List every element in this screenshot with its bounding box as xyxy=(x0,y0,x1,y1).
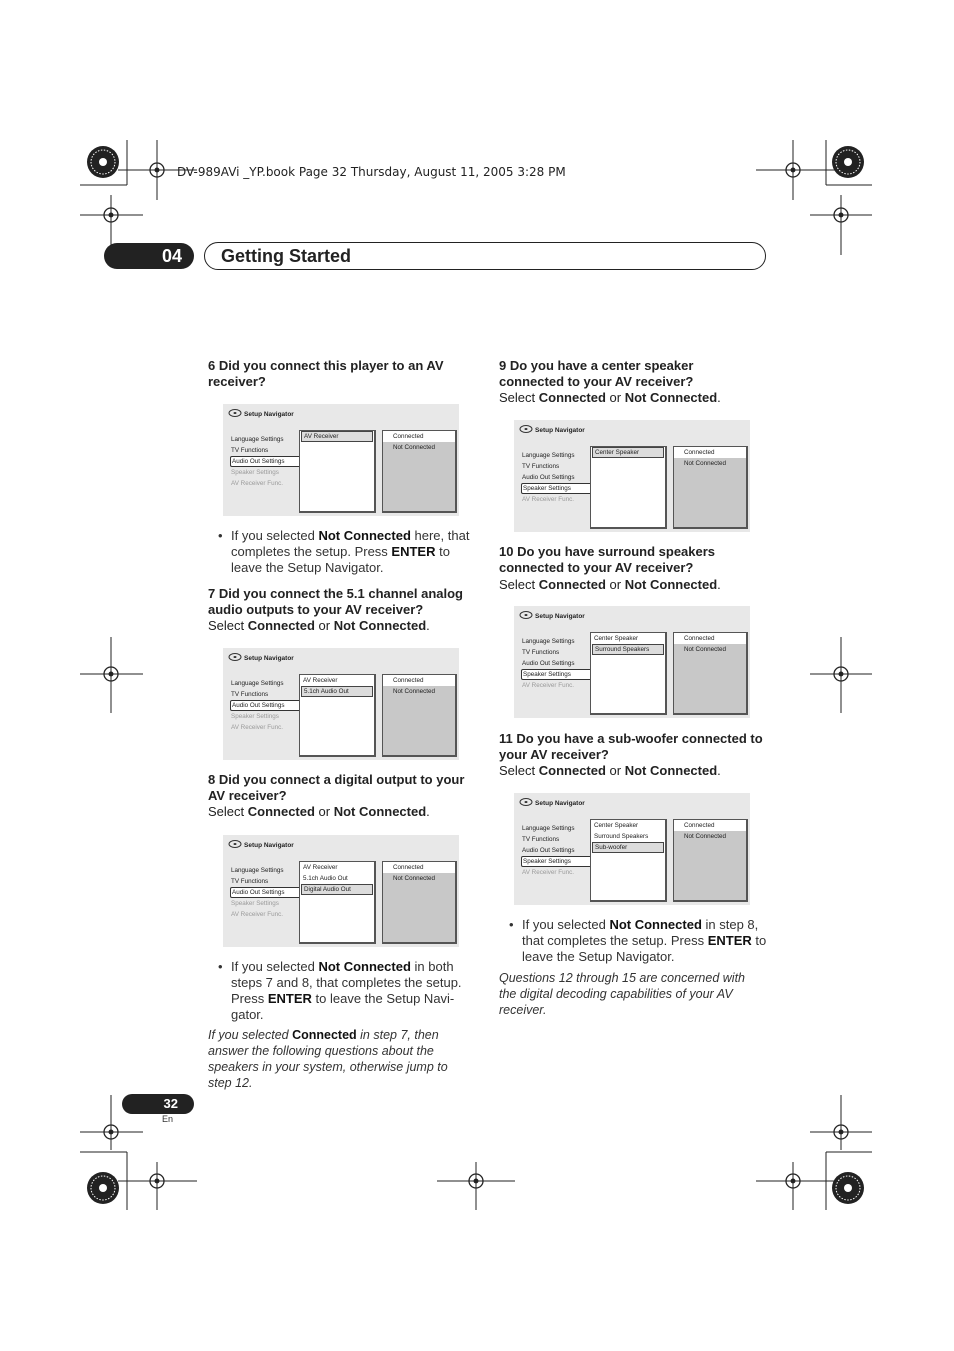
nav-item[interactable]: Center Speaker xyxy=(594,635,639,642)
navigator-items xyxy=(590,446,667,529)
option-not-connected[interactable]: Not Connected xyxy=(393,875,436,882)
menu-item[interactable]: Language Settings xyxy=(231,680,284,687)
menu-item: AV Receiver Func. xyxy=(231,911,284,918)
step7-italic-note: If you selected Connected in step 7, then answer the following questions about the speakers in your system, otherwise jump to step 12. xyxy=(208,1028,448,1090)
setup-navigator-screen-6 xyxy=(514,793,750,905)
navigator-options xyxy=(673,446,748,529)
disc-icon xyxy=(519,424,533,434)
step8-question: 8 Did you connect a digital output to your AV receiver? xyxy=(208,772,465,803)
setup-navigator-screen-4 xyxy=(514,420,750,532)
nav-item-selected[interactable]: Surround Speakers xyxy=(592,644,664,655)
navigator-menu xyxy=(521,450,601,505)
chapter-title-box xyxy=(204,242,766,270)
navigator-menu xyxy=(230,678,310,733)
chapter-title: Getting Started xyxy=(221,246,352,266)
navigator-menu xyxy=(521,636,601,691)
navigator-items xyxy=(299,430,376,513)
navigator-options xyxy=(673,632,748,715)
nav-item[interactable]: Center Speaker xyxy=(594,822,639,829)
menu-item: AV Receiver Func. xyxy=(522,869,575,876)
menu-item: AV Receiver Func. xyxy=(231,480,284,487)
chapter-number: 04 xyxy=(104,243,194,269)
option-connected[interactable]: Connected xyxy=(674,633,746,644)
navigator-options xyxy=(382,861,457,944)
option-not-connected[interactable]: Not Connected xyxy=(684,833,727,840)
nav-item[interactable]: AV Receiver xyxy=(303,864,338,871)
step10-select: Select Connected or Not Connected. xyxy=(499,577,721,592)
nav-item[interactable]: 5.1ch Audio Out xyxy=(303,875,348,882)
navigator-menu xyxy=(230,434,310,489)
step8-select: Select Connected or Not Connected. xyxy=(208,804,430,819)
navigator-options xyxy=(673,819,748,902)
navigator-options xyxy=(382,674,457,757)
option-connected[interactable]: Connected xyxy=(674,447,746,458)
navigator-items xyxy=(299,861,376,944)
step8-note: • If you selected Not Connected in both steps 7 and 8, that completes the setup. Press ENTER to leave the Setup Navi-gator. xyxy=(218,959,462,1022)
file-info-line: DV-989AVi _YP.book Page 32 Thursday, August 11, 2005 3:28 PM xyxy=(177,165,566,179)
menu-item: Speaker Settings xyxy=(231,469,279,476)
menu-item[interactable]: TV Functions xyxy=(522,649,560,656)
navigator-title: Setup Navigator xyxy=(535,427,585,434)
menu-item: AV Receiver Func. xyxy=(522,496,575,503)
step10-question: 10 Do you have surround speakers connected to your AV receiver? xyxy=(499,544,716,575)
navigator-menu xyxy=(521,823,601,878)
menu-item-selected[interactable]: Speaker Settings xyxy=(521,856,594,867)
nav-item-selected[interactable]: AV Receiver xyxy=(301,431,373,442)
menu-item[interactable]: TV Functions xyxy=(231,878,269,885)
step11-question: 11 Do you have a sub-woofer connected to your AV receiver? xyxy=(499,731,763,762)
menu-item: Speaker Settings xyxy=(231,713,279,720)
navigator-items xyxy=(590,819,667,902)
option-connected[interactable]: Connected xyxy=(383,862,455,873)
option-connected[interactable]: Connected xyxy=(674,820,746,831)
option-connected[interactable]: Connected xyxy=(383,675,455,686)
nav-item-selected[interactable]: Digital Audio Out xyxy=(301,884,373,895)
menu-item[interactable]: TV Functions xyxy=(231,691,269,698)
nav-item-selected[interactable]: Sub-woofer xyxy=(592,842,664,853)
step7-question: 7 Did you connect the 5.1 channel analog audio outputs to your AV receiver? xyxy=(208,586,463,617)
menu-item[interactable]: Language Settings xyxy=(522,452,575,459)
language-code: En xyxy=(162,1114,174,1124)
option-not-connected[interactable]: Not Connected xyxy=(684,460,727,467)
nav-item[interactable]: AV Receiver xyxy=(303,677,338,684)
nav-item-selected[interactable]: 5.1ch Audio Out xyxy=(301,686,373,697)
setup-navigator-screen-2 xyxy=(223,648,459,760)
menu-item-selected[interactable]: Audio Out Settings xyxy=(230,887,303,898)
menu-item: AV Receiver Func. xyxy=(231,724,284,731)
menu-item: AV Receiver Func. xyxy=(522,682,575,689)
navigator-items xyxy=(590,632,667,715)
menu-item[interactable]: Language Settings xyxy=(522,638,575,645)
step11-note: • If you selected Not Connected in step 8, that completes the setup. Press ENTER to leave the Setup Navigator. xyxy=(509,917,767,964)
menu-item-selected[interactable]: Speaker Settings xyxy=(521,483,594,494)
menu-item[interactable]: Audio Out Settings xyxy=(522,474,575,481)
navigator-title: Setup Navigator xyxy=(244,411,294,418)
menu-item[interactable]: TV Functions xyxy=(522,463,560,470)
step7-select: Select Connected or Not Connected. xyxy=(208,618,430,633)
nav-item-selected[interactable]: Center Speaker xyxy=(592,447,664,458)
option-not-connected[interactable]: Not Connected xyxy=(684,646,727,653)
menu-item[interactable]: Language Settings xyxy=(231,867,284,874)
navigator-title: Setup Navigator xyxy=(535,613,585,620)
navigator-options xyxy=(382,430,457,513)
disc-icon xyxy=(228,652,242,662)
disc-icon xyxy=(228,408,242,418)
navigator-items xyxy=(299,674,376,757)
questions-12-15-note: Questions 12 through 15 are concerned with the digital decoding capabilities of your AV receiver. xyxy=(499,971,745,1017)
navigator-title: Setup Navigator xyxy=(244,842,294,849)
menu-item: Speaker Settings xyxy=(231,900,279,907)
menu-item-selected[interactable]: Speaker Settings xyxy=(521,669,594,680)
step6-question: 6 Did you connect this player to an AV receiver? xyxy=(208,358,444,389)
step11-select: Select Connected or Not Connected. xyxy=(499,763,721,778)
disc-icon xyxy=(519,610,533,620)
navigator-menu xyxy=(230,865,310,920)
setup-navigator-screen-5 xyxy=(514,606,750,718)
disc-icon xyxy=(519,797,533,807)
step9-question: 9 Do you have a center speaker connected to your AV receiver? xyxy=(499,358,694,389)
nav-item[interactable]: Surround Speakers xyxy=(594,833,649,840)
menu-item[interactable]: TV Functions xyxy=(231,447,269,454)
setup-navigator-screen-1 xyxy=(223,404,459,516)
option-not-connected[interactable]: Not Connected xyxy=(393,688,436,695)
menu-item[interactable]: Language Settings xyxy=(231,436,284,443)
disc-icon xyxy=(228,839,242,849)
step6-note: • If you selected Not Connected here, that completes the setup. Press ENTER to leave the Setup Navigator. xyxy=(218,528,470,575)
menu-item-selected[interactable]: Audio Out Settings xyxy=(230,456,303,467)
navigator-title: Setup Navigator xyxy=(535,800,585,807)
navigator-title: Setup Navigator xyxy=(244,655,294,662)
step9-select: Select Connected or Not Connected. xyxy=(499,390,721,405)
menu-item-selected[interactable]: Audio Out Settings xyxy=(230,700,303,711)
option-connected[interactable]: Connected xyxy=(383,431,455,442)
menu-item[interactable]: TV Functions xyxy=(522,836,560,843)
setup-navigator-screen-3 xyxy=(223,835,459,947)
menu-item[interactable]: Audio Out Settings xyxy=(522,660,575,667)
page-number: 32 xyxy=(122,1094,194,1114)
menu-item[interactable]: Audio Out Settings xyxy=(522,847,575,854)
menu-item[interactable]: Language Settings xyxy=(522,825,575,832)
option-not-connected[interactable]: Not Connected xyxy=(393,444,436,451)
